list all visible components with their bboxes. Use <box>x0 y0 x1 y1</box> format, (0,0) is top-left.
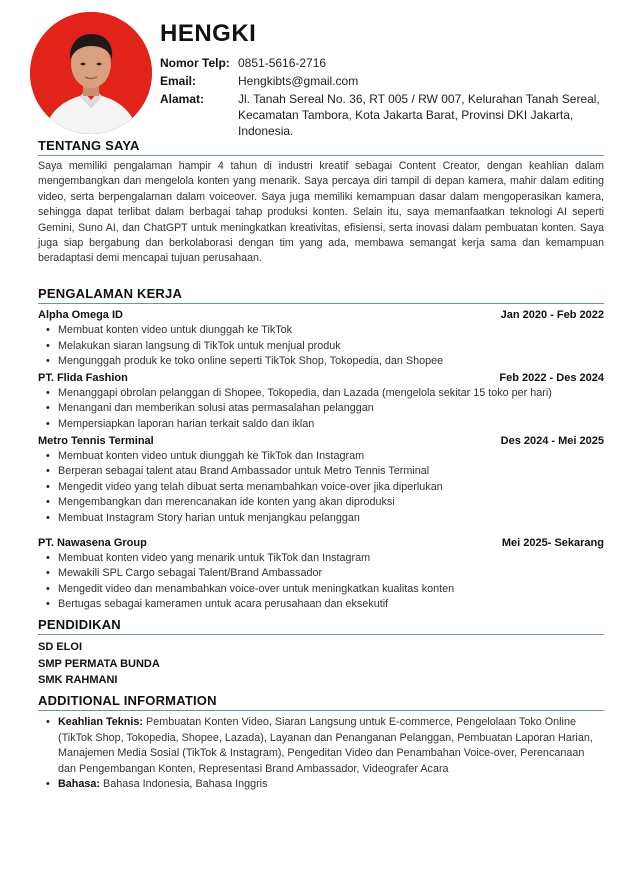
list-item: • Membuat Instagram Story harian untuk menjangkau pelanggan <box>44 511 604 527</box>
list-item: • Membuat konten video untuk diunggah ke TikTok <box>44 323 604 339</box>
list-item: • Mengembangkan dan merencanakan ide konten yang akan diproduksi <box>44 495 604 511</box>
contact-address-row <box>160 91 630 139</box>
education-item: SD ELOI <box>38 641 83 653</box>
list-item: • Menanggapi obrolan pelanggan di Shopee, Tokopedia, dan Lazada (mengelola sekitar 15 toko per hari) <box>44 386 604 402</box>
phone-value: 0851-5616-2716 <box>238 56 327 70</box>
list-item <box>44 777 604 793</box>
person-portrait-icon <box>30 12 152 134</box>
list-item: • Mengedit video dan menambahkan voice-over untuk meningkatkan kualitas konten <box>44 582 604 598</box>
about-paragraph: Saya memiliki pengalaman hampir 4 tahun di industri kreatif sebagai Content Creator, dengan keahlian dalam mengembangkan dan mengelola konten yang menarik. Saya percaya diri tampil di depan kamera, mahir dalam editing video, serta berpengalaman dalam voiceover. Saya juga memiliki kemampuan dasar dalam mengoperasikan kamera, sehingga dapat terlibat dalam berbagai tahap produksi konten. Selain itu, saya memanfaatkan teknologi AI seperti Gemini, Suno AI, dan ChatGPT untuk meningkatkan kreativitas, efisiensi, serta inovasi dalam pembuatan konten. Saya juga siap bergabung dan berkolaborasi dengan tim yang ada, membawa semangat kerja sama dan kemampuan beradaptasi demi mencapai tujuan perusahaan. <box>38 160 604 265</box>
list-item: • Mengunggah produk ke toko online seperti TikTok Shop, Tokopedia, dan Shopee <box>44 354 604 370</box>
job-duties <box>44 449 604 527</box>
additional-section <box>38 693 604 793</box>
address-value: Jl. Tanah Sereal No. 36, RT 005 / RW 007, Kelurahan Tanah Sereal, Kecamatan Tambora, Kota Jakarta Barat, Provinsi DKI Jakarta, Indonesia. <box>238 92 600 138</box>
list-item: • Membuat konten video untuk diunggah ke TikTok dan Instagram <box>44 449 604 465</box>
list-item: • Berperan sebagai talent atau Brand Ambassador untuk Metro Tennis Terminal <box>44 464 604 480</box>
job-company: Alpha Omega ID <box>38 309 123 321</box>
candidate-name: HENGKI <box>160 20 257 47</box>
contact-label: Alamat: <box>160 92 205 106</box>
contact-phone-row <box>160 55 630 71</box>
language-label: Bahasa: <box>58 778 101 791</box>
contact-info <box>160 55 630 141</box>
section-title: PENDIDIKAN <box>38 617 604 635</box>
language-value: Bahasa Indonesia, Bahasa Inggris <box>103 778 268 791</box>
job-period: Des 2024 - Mei 2025 <box>500 434 604 447</box>
education-item: SMP PERMATA BUNDA <box>38 657 160 670</box>
list-item: • Menangani dan memberikan solusi atas permasalahan pelanggan <box>44 401 604 417</box>
education-section <box>38 617 604 689</box>
job-period: Feb 2022 - Des 2024 <box>499 371 604 384</box>
section-title: ADDITIONAL INFORMATION <box>38 693 604 711</box>
skill-label: Keahlian Teknis: <box>58 716 143 728</box>
job-company: Metro Tennis Terminal <box>38 434 154 447</box>
job-entry <box>38 434 604 527</box>
job-company: PT. Flida Fashion <box>38 371 128 384</box>
additional-list <box>44 715 604 793</box>
section-title: TENTANG SAYA <box>38 138 604 156</box>
job-duties <box>44 323 604 370</box>
contact-email-row <box>160 73 630 89</box>
section-title: PENGALAMAN KERJA <box>38 286 604 304</box>
list-item: • Mewakili SPL Cargo sebagai Talent/Brand Ambassador <box>44 566 604 582</box>
contact-label: Email: <box>160 74 197 88</box>
list-item: • Mempersiapkan laporan harian terkait saldo dan iklan <box>44 417 604 433</box>
profile-photo <box>30 12 152 134</box>
list-item: • Melakukan siaran langsung di TikTok untuk menjual produk <box>44 339 604 355</box>
about-section <box>38 138 604 267</box>
job-period: Mei 2025- Sekarang <box>501 536 604 549</box>
education-item: SMK RAHMANI <box>38 674 118 686</box>
skill-value: Pembuatan Konten Video, Siaran Langsung untuk E-commerce, Pengelolaan Toko Online (TikTok Shop, Tokopedia, Shopee, Lazada), Layanan dan Penanganan Pelanggan, Pembuatan Laporan Harian, Manajemen Media Sosial (TikTok & Instagram), Pengeditan Video dan Penambahan Voice-over, Perencanaan dan Pengembangan Konten, Representasi Brand Ambassador, Videografer Acara <box>58 716 593 775</box>
experience-section <box>38 286 604 613</box>
email-value: Hengkibts@gmail.com <box>238 74 359 88</box>
job-company: PT. Nawasena Group <box>38 536 147 549</box>
job-period: Jan 2020 - Feb 2022 <box>500 309 604 321</box>
job-entry <box>38 308 604 370</box>
contact-label: Nomor Telp: <box>160 56 230 70</box>
list-item <box>44 715 604 777</box>
job-duties <box>44 386 604 433</box>
job-entry <box>38 536 604 613</box>
job-duties <box>44 551 604 613</box>
list-item: • Bertugas sebagai kameramen untuk acara perusahaan dan eksekutif <box>44 597 604 613</box>
list-item: • Membuat konten video yang menarik untuk TikTok dan Instagram <box>44 551 604 567</box>
list-item: • Mengedit video yang telah dibuat serta menambahkan voice-over jika diperlukan <box>44 480 604 496</box>
job-entry <box>38 371 604 433</box>
